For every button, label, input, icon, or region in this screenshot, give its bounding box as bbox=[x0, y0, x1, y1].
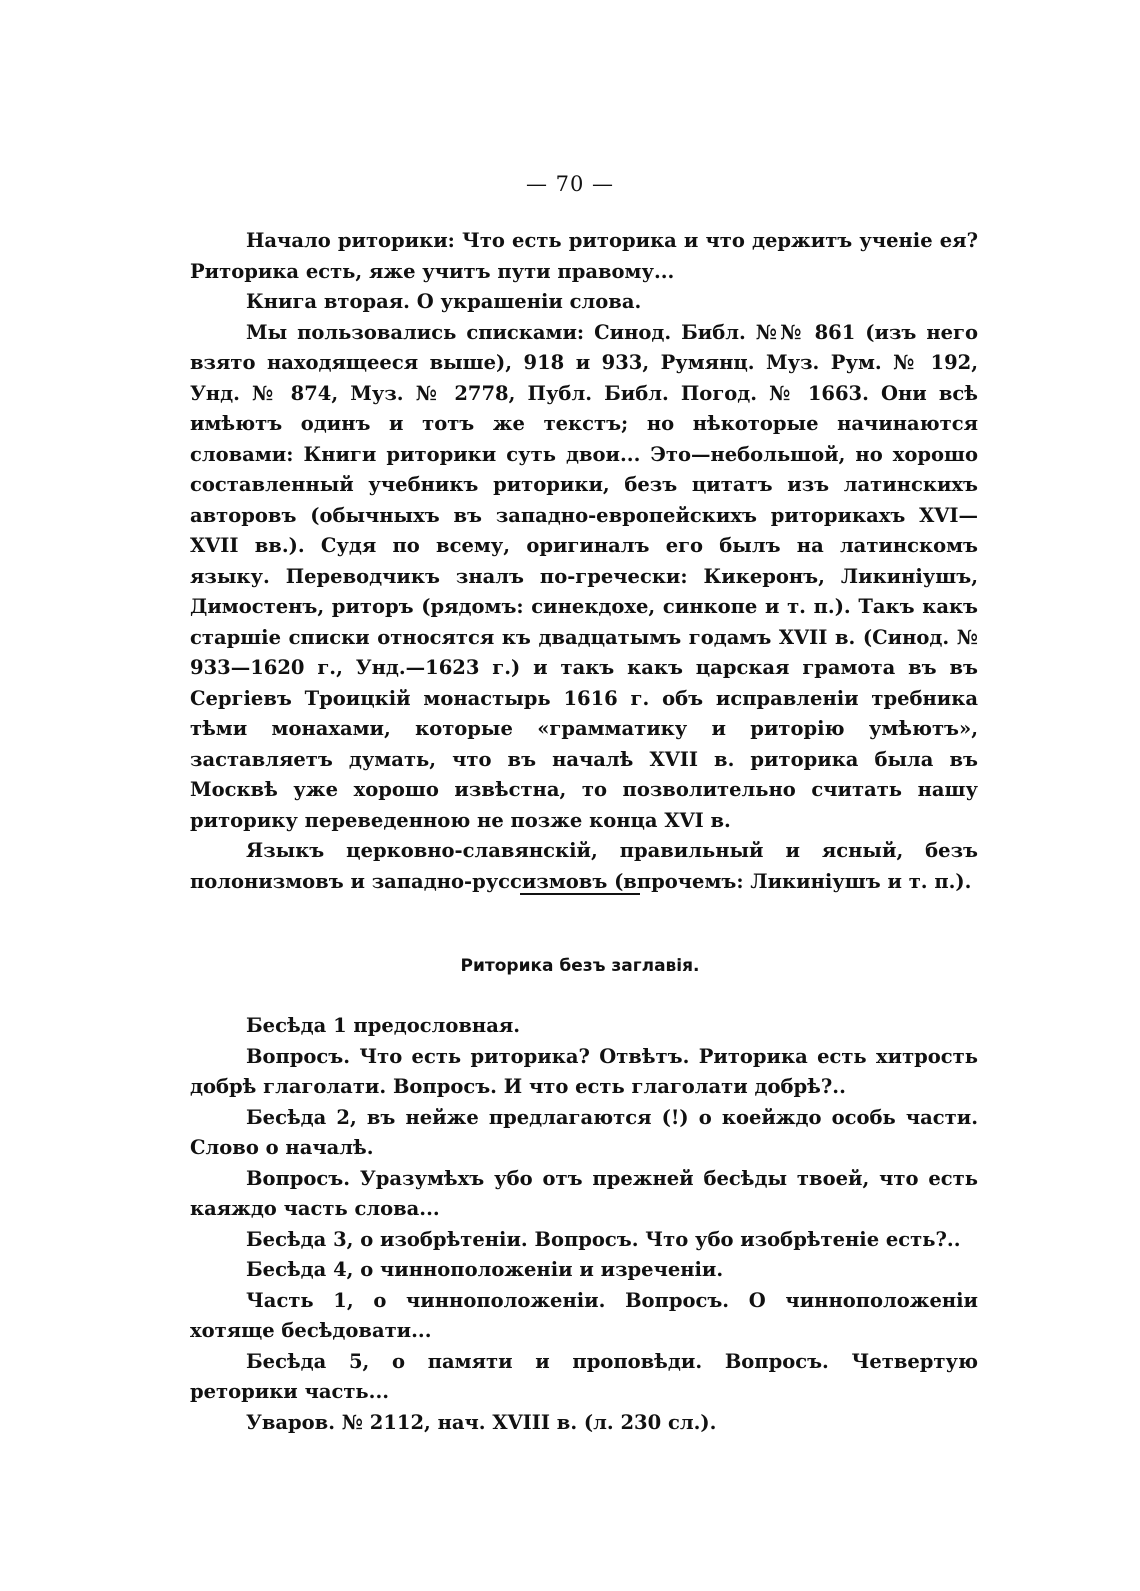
section-divider bbox=[520, 893, 640, 895]
upper-text-block bbox=[190, 226, 978, 897]
paragraph-book-two: Книга вторая. О украшеніи слова. bbox=[246, 290, 642, 313]
paragraph-conversation-1: Бесѣда 1 предословная. bbox=[246, 1014, 521, 1037]
lower-text-block bbox=[190, 1011, 978, 1438]
paragraph-conversation-5: Бесѣда 5, о памяти и проповѣди. Вопросъ. Четвертую реторики часть... bbox=[190, 1349, 978, 1403]
page-number: — 70 — bbox=[525, 172, 615, 196]
paragraph-question-parts: Вопросъ. Уразумѣхъ убо отъ прежней бесѣды твоей, что есть каяждо часть слова... bbox=[190, 1166, 978, 1220]
paragraph-source-citation: Уваров. № 2112, нач. XVIII в. (л. 230 сл.). bbox=[246, 1410, 717, 1434]
paragraph-rhetoric-opening: Начало риторики: Что есть риторика и что держитъ ученіе ея? Риторика есть, яже учитъ пути правому... bbox=[190, 229, 978, 283]
paragraph-conversation-2: Бесѣда 2, въ нейже предлагаются (!) о коейждо особь части. Слово о началѣ. bbox=[190, 1105, 978, 1159]
paragraph-language-note: Языкъ церковно-славянскій, правильный и ясный, безъ полонизмовъ и западно-руссизмовъ (впрочемъ: Ликиніушъ и т. п.). bbox=[190, 839, 978, 893]
paragraph-manuscript-lists: Мы пользовались списками: Синод. Библ. №№ 861 (изъ него взято находящееся выше), 918 и 933, Румянц. Муз. Рум. № 192, Унд. № 874, Муз. № 2778, Публ. Библ. Погод. № 1663. Они всѣ имѣютъ одинъ и тотъ же текстъ; но нѣкоторые начинаются словами: Книги риторики суть двои... Это—небольшой, но хорошо составленный учебникъ риторики, безъ цитатъ изъ латинскихъ авторовъ (обычныхъ въ западно-европейскихъ риторикахъ XVI—XVII вв.). Судя по всему, оригиналъ его былъ на латинскомъ языку. Переводчикъ зналъ по-гречески: Кикеронъ, Ликиніушъ, Димостенъ, риторъ (рядомъ: синекдохе, синкопе и т. п.). Такъ какъ старшіе списки относятся къ двадцатымъ годамъ XVII в. (Синод. № 933—1620 г., Унд.—1623 г.) и такъ какъ царская грамота въ въ Сергіевъ Троицкій монастырь 1616 г. объ исправленіи требника тѣми монахами, которые «грамматику и риторію умѣютъ», заставляетъ думать, что въ началѣ XVII в. риторика была въ Москвѣ уже хорошо извѣстна, то позволительно считать нашу риторику переведенною не позже конца XVI в. bbox=[190, 320, 978, 832]
paragraph-conversation-4: Бесѣда 4, о чинноположеніи и изреченіи. bbox=[246, 1258, 724, 1281]
paragraph-question-answer: Вопросъ. Что есть риторика? Отвѣтъ. Риторика есть хитрость добрѣ глаголати. Вопросъ. И что есть глаголати добрѣ?.. bbox=[190, 1044, 978, 1098]
paragraph-part-1: Часть 1, о чинноположеніи. Вопросъ. О чинноположеніи хотяще бесѣдовати... bbox=[190, 1288, 978, 1342]
paragraph-conversation-3: Бесѣда 3, о изобрѣтеніи. Вопросъ. Что убо изобрѣтеніе есть?.. bbox=[246, 1227, 961, 1251]
section-heading: Риторика безъ заглавія. bbox=[460, 956, 700, 976]
